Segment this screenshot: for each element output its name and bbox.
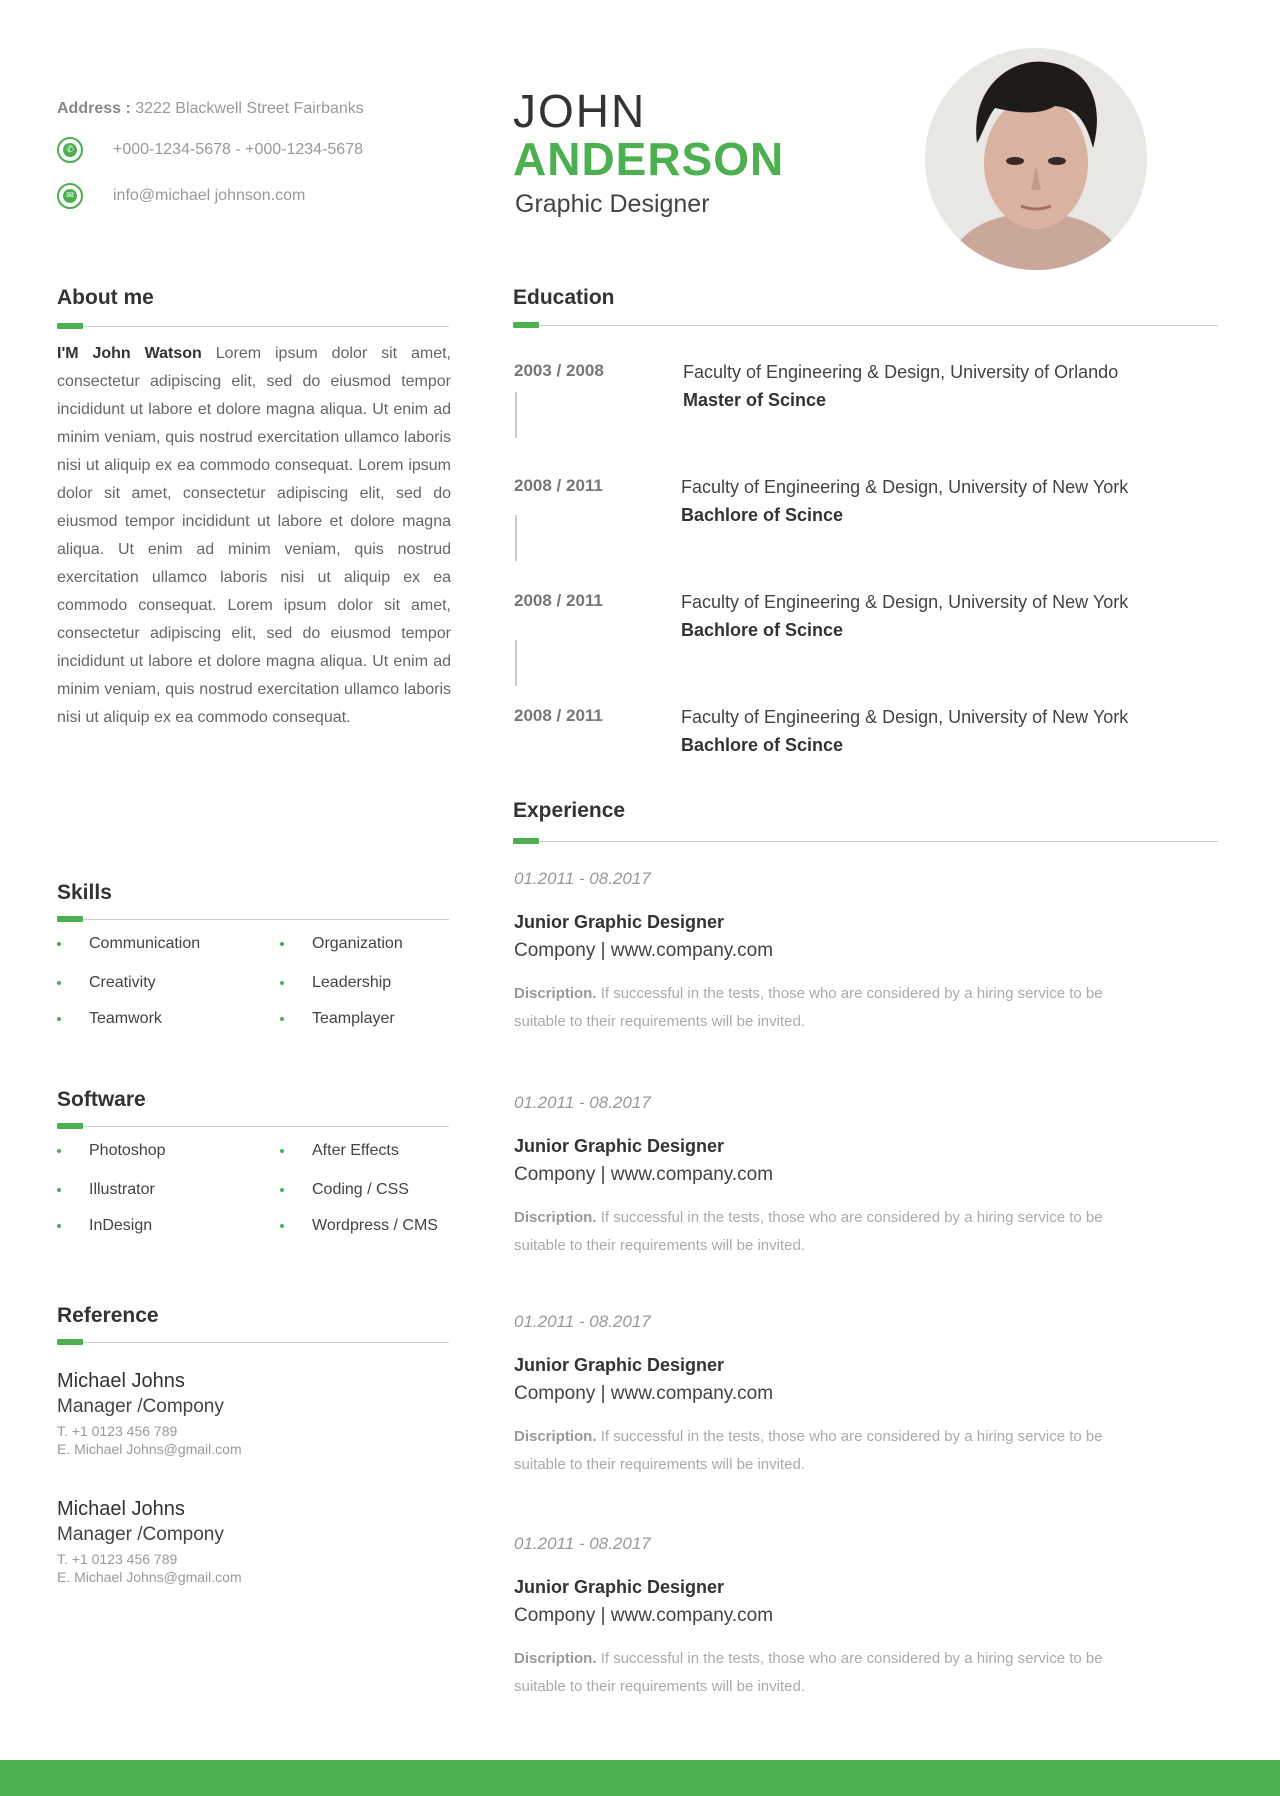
- experience-rule-accent: [513, 838, 539, 844]
- about-lead: I'M John Watson: [57, 345, 202, 362]
- address-value: 3222 Blackwell Street Fairbanks: [135, 100, 364, 117]
- experience-job-title: Junior Graphic Designer: [514, 1136, 725, 1156]
- envelope-icon: ✉: [57, 183, 83, 209]
- skill-item: Teamplayer: [280, 1010, 395, 1028]
- education-school: Faculty of Engineering & Design, University of New York: [681, 592, 1129, 612]
- address-label: Address :: [57, 100, 131, 117]
- reference-rule: [57, 1342, 449, 1343]
- education-rule-accent: [513, 322, 539, 328]
- skills-rule-accent: [57, 916, 83, 922]
- experience-date: 01.2011 - 08.2017: [514, 1534, 651, 1553]
- education-school: Faculty of Engineering & Design, University of New York: [681, 477, 1129, 497]
- experience-company: Compony | www.company.com: [514, 1164, 774, 1185]
- job-role: Graphic Designer: [515, 190, 710, 218]
- reference-role: Manager /Compony: [57, 1396, 224, 1417]
- experience-rule: [513, 841, 1218, 842]
- about-rule-accent: [57, 323, 83, 329]
- education-degree: Bachlore of Scince: [681, 735, 844, 755]
- education-years: 2008 / 2011: [514, 476, 603, 495]
- education-degree: Bachlore of Scince: [681, 505, 844, 525]
- software-rule: [57, 1126, 449, 1127]
- reference-name: Michael Johns: [57, 1370, 185, 1392]
- experience-job-title: Junior Graphic Designer: [514, 912, 725, 932]
- reference-email: E. Michael Johns@gmail.com: [57, 1569, 242, 1585]
- skill-item: Leadership: [280, 974, 391, 992]
- software-item: After Effects: [280, 1142, 399, 1160]
- phone-text: +000-1234-5678 - +000-1234-5678: [113, 141, 363, 158]
- skills-title: Skills: [57, 881, 112, 904]
- experience-company: Compony | www.company.com: [514, 1383, 774, 1404]
- phone-icon: ✆: [57, 137, 83, 163]
- skill-item: Organization: [280, 935, 403, 953]
- reference-phone: T. +1 0123 456 789: [57, 1551, 178, 1567]
- experience-job-title: Junior Graphic Designer: [514, 1355, 725, 1375]
- education-title: Education: [513, 286, 615, 309]
- skill-item: Communication: [57, 935, 200, 953]
- profile-photo: [925, 48, 1147, 270]
- software-title: Software: [57, 1088, 146, 1111]
- experience-job-title: Junior Graphic Designer: [514, 1577, 725, 1597]
- footer-accent-bar: [0, 1760, 1280, 1796]
- first-name: JOHN: [513, 85, 647, 137]
- address: [57, 100, 364, 118]
- experience-description: Discription. If successful in the tests, those who are considered by a hiring service to be suitable to their requirements will be invited.: [514, 1428, 1103, 1473]
- about-text: [57, 340, 451, 732]
- education-school: Faculty of Engineering & Design, University of New York: [681, 707, 1129, 727]
- experience-date: 01.2011 - 08.2017: [514, 869, 651, 888]
- education-divider: [515, 515, 517, 561]
- reference-email: E. Michael Johns@gmail.com: [57, 1441, 242, 1457]
- last-name: ANDERSON: [513, 133, 785, 185]
- experience-company: Compony | www.company.com: [514, 1605, 774, 1626]
- about-body: Lorem ipsum dolor sit amet, consectetur adipiscing elit, sed do eiusmod tempor incididunt ut labore et dolore magna aliqua. Ut enim ad minim veniam, quis nostrud exercitation ullamco laboris nisi ut aliquip ex ea commodo consequat. Lorem ipsum dolor sit amet, consectetur adipiscing elit, sed do eiusmod tempor incididunt ut labore et dolore magna aliqua. Ut enim ad minim veniam, quis nostrud exercitation ullamco laboris nisi ut aliquip ex ea commodo consequat. Lorem ipsum dolor sit amet, consectetur adipiscing elit, sed do eiusmod tempor incididunt ut labore et dolore magna aliqua. Ut enim ad minim veniam, quis nostrud exercitation ullamco laboris nisi ut aliquip ex ea commodo consequat.: [57, 345, 452, 726]
- reference-rule-accent: [57, 1339, 83, 1345]
- about-title: About me: [57, 286, 154, 309]
- reference-phone: T. +1 0123 456 789: [57, 1423, 178, 1439]
- experience-description: Discription. If successful in the tests, those who are considered by a hiring service to be suitable to their requirements will be invited.: [514, 985, 1103, 1030]
- software-item: Illustrator: [57, 1181, 155, 1199]
- email-row: [57, 183, 305, 209]
- education-years: 2003 / 2008: [514, 361, 604, 380]
- email-text: info@michael johnson.com: [113, 187, 306, 204]
- skills-rule: [57, 919, 449, 920]
- software-item: Wordpress / CMS: [280, 1217, 438, 1235]
- experience-company: Compony | www.company.com: [514, 940, 774, 961]
- software-item: Coding / CSS: [280, 1181, 409, 1199]
- education-years: 2008 / 2011: [514, 591, 603, 610]
- about-rule: [57, 326, 449, 327]
- experience-description: Discription. If successful in the tests, those who are considered by a hiring service to be suitable to their requirements will be invited.: [514, 1209, 1103, 1254]
- software-rule-accent: [57, 1123, 83, 1129]
- experience-date: 01.2011 - 08.2017: [514, 1312, 651, 1331]
- education-degree: Bachlore of Scince: [681, 620, 844, 640]
- skill-item: Teamwork: [57, 1010, 162, 1028]
- reference-role: Manager /Compony: [57, 1524, 224, 1545]
- software-item: InDesign: [57, 1217, 152, 1235]
- phone-row: [57, 137, 363, 163]
- software-item: Photoshop: [57, 1142, 166, 1160]
- education-divider: [515, 392, 517, 438]
- education-years: 2008 / 2011: [514, 706, 603, 725]
- education-rule: [513, 325, 1218, 326]
- experience-date: 01.2011 - 08.2017: [514, 1093, 651, 1112]
- experience-description: Discription. If successful in the tests, those who are considered by a hiring service to be suitable to their requirements will be invited.: [514, 1650, 1103, 1695]
- reference-title: Reference: [57, 1304, 159, 1327]
- experience-title: Experience: [513, 799, 626, 822]
- skill-item: Creativity: [57, 974, 156, 992]
- reference-name: Michael Johns: [57, 1498, 185, 1520]
- education-degree: Master of Scince: [683, 390, 827, 410]
- education-divider: [515, 640, 517, 686]
- education-school: Faculty of Engineering & Design, University of Orlando: [683, 362, 1119, 382]
